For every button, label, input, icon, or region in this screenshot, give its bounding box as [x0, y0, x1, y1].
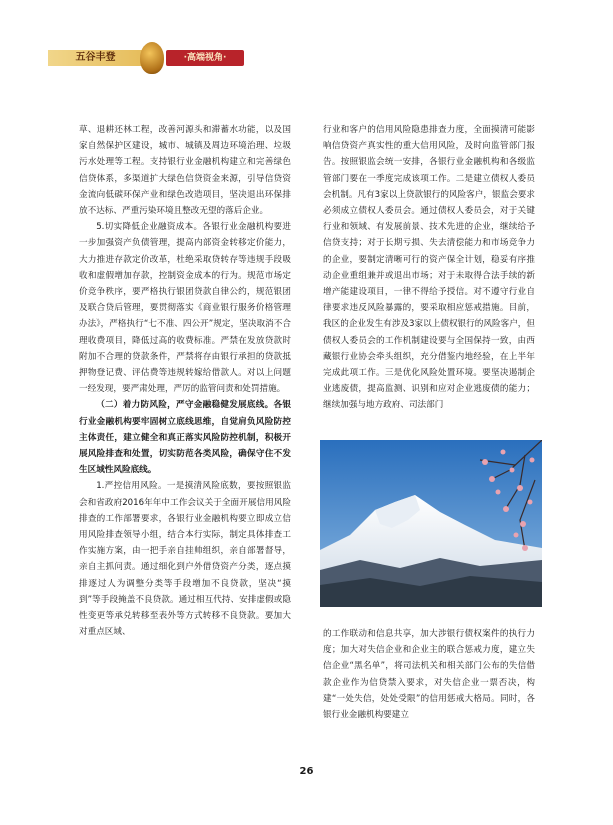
snow-mountain-photo: [320, 440, 542, 607]
section-heading-paragraph: （二）着力防风险，严守金融稳健发展底线。各银行业金融机构要牢固树立底线思维，自觉肩负风险防控主体责任，建立健全和真正落实风险防控机制，积极开展风险排查和处置，切实防范各类风险，确保守住不发生区域性风险底线。: [79, 400, 291, 476]
paragraph: 5.切实降低企业融资成本。各银行业金融机构要进一步加强资产负债管理，提高内部资金转移定价能力，大力推进存款定价改革，杜绝采取贷转存等违规手段吸收和虚假增加存款，控制资金成本的行为。规范市场定价竞争秩序，要严格执行银团贷款自律公约，规范银团及联合贷后管理，要贯彻落实《商业银行服务价格管理办法》，严格执行“七不准、四公开”规定，坚决取消不合理收费项目，降低过高的收费标准。严禁在发放贷款时附加不合理的贷款条件，严禁将存由银行承担的贷款抵押物登记费、评估费等违规转嫁给借款人。对以上问题一经发现，要严肃处理，严厉的监管问责和处罚措施。: [79, 222, 291, 395]
right-column-bottom: [323, 626, 535, 723]
page-header: [48, 42, 248, 72]
paragraph: 草、退耕还林工程，改善河源头和滞蓄水功能，以及国家自然保护区建设，城市、城镇及周边环境治理、垃圾污水处理等工程。支持银行业金融机构建立和完善绿色信贷体系，多渠道扩大绿色信贷资金来源，引导信贷资金流向低碳环保产业和绿色改造项目，坚决退出环保排放不达标、严重污染环境且整改无望的落后企业。: [79, 125, 291, 217]
header-column-tag: ·高端视角·: [166, 50, 244, 66]
paragraph: 1.严控信用风险。一是摸清风险底数，要按照银监会和省政府2016年年中工作会议关于全面开展信用风险排查的工作部署要求，各银行业金融机构要立即成立信用风险排查领导小组，结合本行实际，制定具体排查工作实施方案，由一把手亲自挂帅组织，亲自部署督导，亲自主抓问责。通过细化到户外借贷资产分类，逐点摸排逐过人为调整分类等手段增加不良贷款，坚决“摸到”等手段掩盖不良贷款。通过相互代持、安排虚假或隐性变更等承兑转移至表外等方式转移不良贷款。要加大对重点区域、: [79, 481, 291, 638]
right-column-top: [323, 122, 535, 414]
landscape-photo-icon: [320, 440, 542, 607]
header-emblem-icon: [140, 42, 164, 74]
paragraph: 行业和客户的信用风险隐患排查力度，全面摸清可能影响信贷资产真实性的重大信用风险，及时向监管部门报告。按照银监会统一安排，各银行业金融机构和各级监管部门要在一季度完成该项工作。二是建立债权人委员会机制。凡有3家以上贷款银行的风险客户，银监会要求必须成立债权人委员会。通过债权人委员会，对于关键行业和领域、有发展前景、技术先进的企业，继续给予信贷支持；对于长期亏损、失去清偿能力和市场竞争力的企业，要制定清晰可行的资产保全计划，稳妥有序推动企业重组兼并或退出市场；对于未取得合法手续的新增产能建设项目，一律不得给予授信。对不遵守行业自律要求违反风险暴露的，要采取相应惩戒措施。目前，我区的企业发生有涉及3家以上债权银行的风险客户，但债权人委员会的工作机制建设要与全国保持一致，由西藏银行业协会牵头组织，充分借鉴内地经验，在上半年完成此项工作。三是优化风险处置环境。要坚决遏制企业逃废债，提高监测、识别和应对企业逃废债的能力；继续加强与地方政府、司法部门: [323, 125, 535, 411]
paragraph: 的工作联动和信息共享，加大涉银行债权案件的执行力度；加大对失信企业和企业主的联合惩戒力度，建立失信企业“黑名单”，将司法机关和相关部门公布的失信借款企业作为信贷禁入要求，对失信企业一票否决，构建“一处失信，处处受限”的信用惩戒大格局。同时，各银行业金融机构要建立: [323, 629, 535, 721]
header-section-tag: 五谷丰登: [48, 50, 143, 66]
left-column: [79, 122, 291, 641]
page-number: 26: [299, 766, 314, 777]
